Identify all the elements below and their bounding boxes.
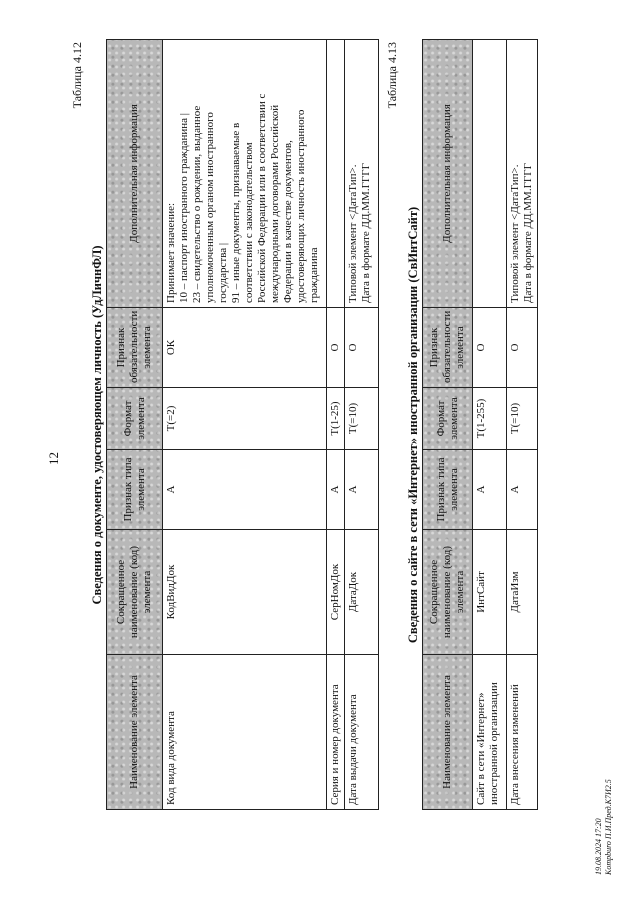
cell-code: ДатаДок bbox=[345, 530, 379, 655]
table-4-12-label: Таблица 4.12 bbox=[70, 42, 84, 109]
page-number: 12 bbox=[46, 452, 61, 465]
cell-format: T(1-255) bbox=[473, 388, 507, 450]
table-row bbox=[163, 40, 327, 810]
cell-required: О bbox=[327, 308, 345, 388]
cell-type: А bbox=[163, 450, 327, 530]
info-line: Типовой элемент <ДатаТип>. bbox=[347, 164, 359, 303]
column-header: Признак обязательности элемента bbox=[107, 308, 163, 388]
cell-info bbox=[327, 40, 345, 308]
info-line: удостоверяющих личность иностранного bbox=[295, 109, 307, 303]
cell-name: Дата выдачи документа bbox=[345, 655, 379, 810]
cell-type: А bbox=[345, 450, 379, 530]
column-header: Формат элемента bbox=[107, 388, 163, 450]
info-line: 10 – паспорт иностранного гражданина | bbox=[178, 113, 190, 303]
info-line: соответствии с законодательством bbox=[243, 142, 255, 303]
info-line: Дата в формате ДД.ММ.ГГГГ bbox=[360, 162, 372, 303]
cell-required: О bbox=[507, 308, 538, 388]
table-row bbox=[345, 40, 379, 810]
cell-type: А bbox=[327, 450, 345, 530]
stamp-date: 19.08.2024 17:20 bbox=[594, 818, 603, 875]
cell-type: А bbox=[507, 450, 538, 530]
info-line: гражданина bbox=[308, 247, 320, 303]
cell-name: Дата внесения изменений bbox=[507, 655, 538, 810]
info-line: Федерации в качестве документов, bbox=[282, 140, 294, 303]
cell-info bbox=[163, 40, 327, 308]
cell-name: Сайт в сети «Интернет» иностранной организации bbox=[473, 655, 507, 810]
cell-name: Серия и номер документа bbox=[327, 655, 345, 810]
cell-format: T(=10) bbox=[345, 388, 379, 450]
info-line: 23 – свидетельство о рождении, выданное bbox=[191, 105, 203, 303]
cell-info bbox=[473, 40, 507, 308]
table-4-13-title: Сведения о сайте в сети «Интернет» иностранной организации (СвИнтСайт) bbox=[406, 206, 420, 644]
column-header: Признак обязательности элемента bbox=[423, 308, 473, 388]
column-header: Признак типа элемента bbox=[107, 450, 163, 530]
cell-required: ОК bbox=[163, 308, 327, 388]
column-header: Наименование элемента bbox=[423, 655, 473, 810]
column-header: Сокращенное наименование (код) элемента bbox=[107, 530, 163, 655]
info-line: Принимает значение: bbox=[165, 202, 177, 303]
table-4-12 bbox=[106, 39, 379, 810]
cell-name: Код вида документа bbox=[163, 655, 327, 810]
cell-code: ИнтСайт bbox=[473, 530, 507, 655]
cell-format: T(=10) bbox=[507, 388, 538, 450]
column-header: Дополнительная информация bbox=[423, 40, 473, 308]
table-row bbox=[473, 40, 507, 810]
table-4-13 bbox=[422, 39, 538, 810]
cell-info bbox=[507, 40, 538, 308]
cell-code: ДатаИзм bbox=[507, 530, 538, 655]
stamp-text: Kompburo П.И.Пред.К7И2.5 bbox=[604, 779, 613, 875]
column-header: Дополнительная информация bbox=[107, 40, 163, 308]
cell-info bbox=[345, 40, 379, 308]
table-4-13-label: Таблица 4.13 bbox=[385, 42, 399, 109]
info-line: международными договорами Российской bbox=[269, 104, 281, 303]
column-header: Сокращенное наименование (код) элемента bbox=[423, 530, 473, 655]
column-header: Формат элемента bbox=[423, 388, 473, 450]
info-line: государства | bbox=[217, 242, 229, 303]
cell-format: T(=2) bbox=[163, 388, 327, 450]
cell-code: СерНомДок bbox=[327, 530, 345, 655]
cell-type: А bbox=[473, 450, 507, 530]
column-header: Наименование элемента bbox=[107, 655, 163, 810]
info-line: Типовой элемент <ДатаТип>. bbox=[509, 164, 521, 303]
cell-format: T(1-25) bbox=[327, 388, 345, 450]
table-row bbox=[507, 40, 538, 810]
column-header: Признак типа элемента bbox=[423, 450, 473, 530]
table-row bbox=[327, 40, 345, 810]
info-line: уполномоченным органом иностранного bbox=[204, 112, 216, 303]
cell-required: О bbox=[345, 308, 379, 388]
cell-code: КодВидДок bbox=[163, 530, 327, 655]
footer-stamp bbox=[594, 779, 614, 875]
info-line: Дата в формате ДД.ММ.ГГГГ bbox=[522, 162, 534, 303]
table-4-12-title: Сведения о документе, удостоверяющем личность (УдЛичнФЛ) bbox=[90, 245, 104, 605]
info-line: Российской Федерации или в соответствии с bbox=[256, 93, 268, 303]
info-line: 91 – иные документы, признаваемые в bbox=[230, 122, 242, 303]
cell-required: О bbox=[473, 308, 507, 388]
